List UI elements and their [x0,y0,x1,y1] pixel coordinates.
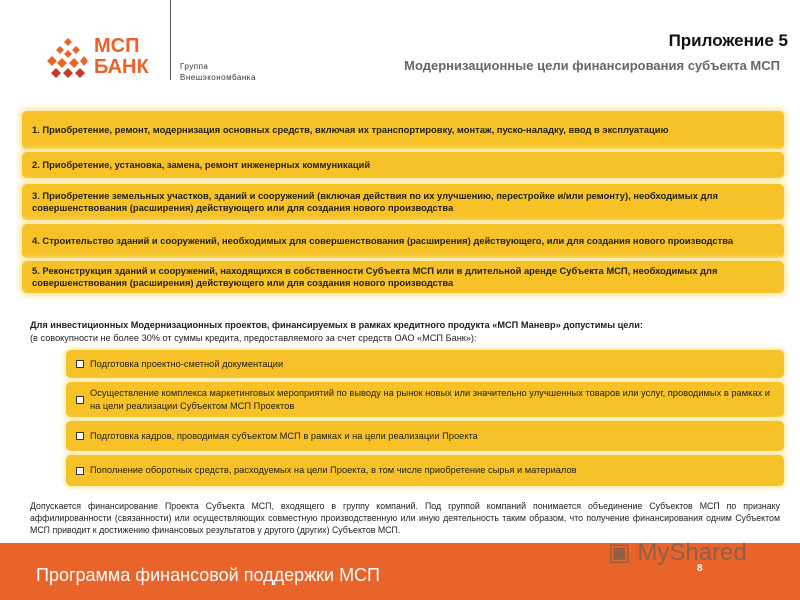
footer-title: Программа финансовой поддержки МСП [36,565,380,585]
goal-1: 1. Приобретение, ремонт, модернизация основных средств, включая их транспортировку, монтаж, пуско-наладку, ввод в эксплуатацию [22,111,784,149]
list-item: Подготовка проектно-сметной документации [66,350,784,378]
investment-heading: Для инвестиционных Модернизационных проектов, финансируемых в рамках кредитного продукта «МСП Маневр» допустимы цели: [30,320,643,330]
list-item: Пополнение оборотных средств, расходуемых на цели Проекта, в том числе приобретение сырья и материалов [66,455,784,486]
goal-3: 3. Приобретение земельных участков, зданий и сооружений (включая действия по их улучшению, перестройке и/или ремонту), необходимых для совершенствования (расширения) действующего или для создания нового производства [22,184,784,220]
goal-5: 5. Реконструкция зданий и сооружений, находящихся в собственности Субъекта МСП или в длительной аренде Субъекта МСП, необходимых для совершенствования (расширения) действующего или для создания нового производства [22,261,784,293]
watermark: ▣ MyShared [608,539,747,566]
list-item: Осуществление комплекса маркетинговых мероприятий по выводу на рынок новых или значительно улучшенных товаров или услуг, проводимых в рамках и на цели реализации Субъектом МСП Проектов [66,382,784,417]
group-label: Группа Внешэкономбанка [180,62,256,82]
goal-2: 2. Приобретение, установка, замена, ремонт инженерных коммуникаций [22,152,784,178]
checkbox-bullet-icon [76,467,84,475]
list-item: Подготовка кадров, проводимая субъектом МСП в рамках и на цели реализации Проекта [66,421,784,451]
investment-subheading: (в совокупности не более 30% от суммы кредита, предоставляемого за счет средств ОАО «МСП Банк»): [30,333,477,343]
checkbox-bullet-icon [76,360,84,368]
page-number: 8 [697,563,703,574]
checkbox-bullet-icon [76,396,84,404]
group-paragraph: Допускается финансирование Проекта Субъекта МСП, входящего в группу компаний. Под группой компаний понимается объединение Субъектов МСП по признаку аффилированности (связанности) или осуществляющих совместную производственную или иную деятельность таким образом, что получение финансирования одним Субъектом МСП приводит к достижению финансовых результатов у другого (других) Субъектов МСП. [30,501,780,535]
divider [170,0,171,80]
logo-text: МСП БАНК [94,35,149,78]
appendix-title: Приложение 5 [668,31,788,50]
checkbox-bullet-icon [76,432,84,440]
page-subtitle: Модернизационные цели финансирования субъекта МСП [404,58,780,73]
presentation-icon: ▣ [608,539,631,566]
goal-4: 4. Строительство зданий и сооружений, необходимых для совершенствования (расширения) действующего, или для создания нового производства [22,224,784,258]
